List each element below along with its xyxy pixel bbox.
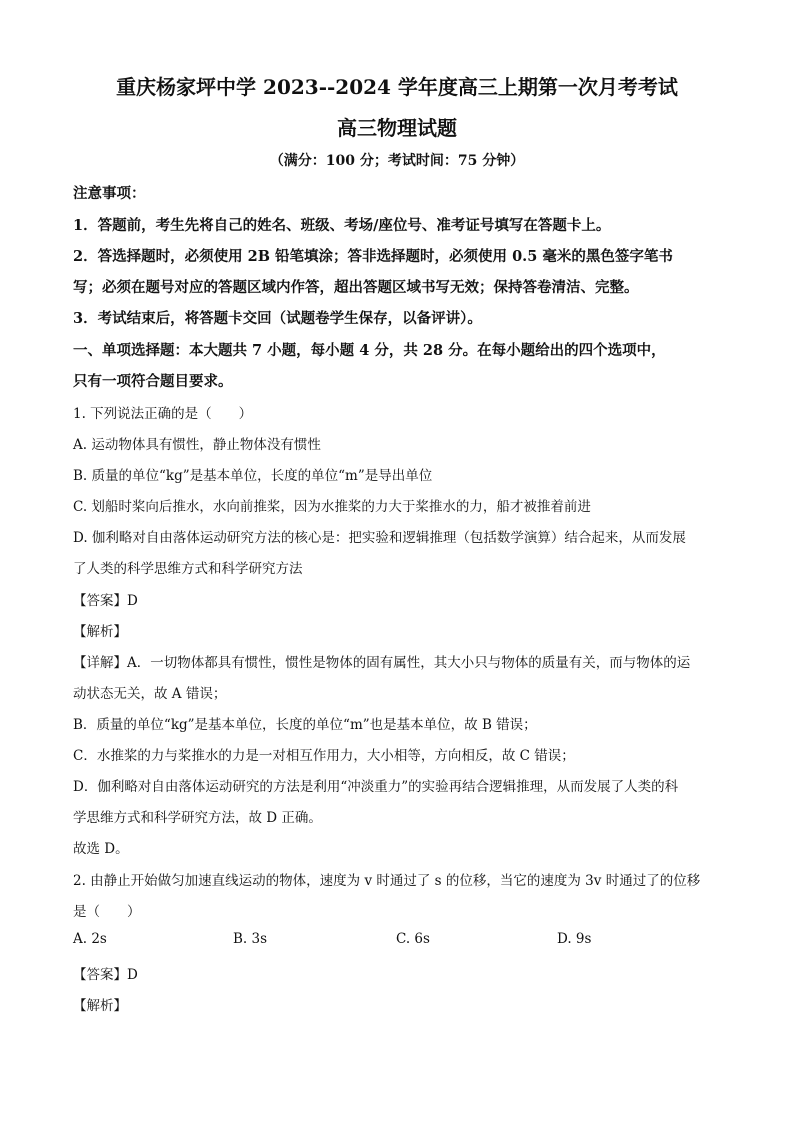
exam-subtitle: 高三物理试题 [337, 116, 457, 140]
section-heading-cont: 只有一项符合题目要求。 [73, 373, 233, 390]
notice-item: 写；必须在题号对应的答题区域内作答，超出答题区域书写无效；保持答卷清洁、完整。 [73, 279, 639, 296]
analysis-tag: 【 解析 】 [73, 998, 127, 1014]
question-1-option-d: D. 伽利略对自由落体运动研究方法的核心是：把实验和逻辑推理（包括数学演算）结合起来，从而发展 [73, 530, 686, 546]
answer-line [73, 589, 138, 609]
analysis-line [73, 620, 127, 640]
answer-tag: 【 答案 】 [73, 967, 127, 983]
detail-conclusion: 故选 D。 [73, 841, 129, 857]
analysis-line [73, 994, 127, 1014]
question-1-option-d-cont: 了人类的科学思维方式和科学研究方法 [73, 561, 303, 577]
question-1-option-a: A. 运动物体具有惯性，静止物体没有惯性 [73, 437, 321, 453]
section-heading: 一、单项选择题：本大题共 7 小题，每小题 4 分，共 28 分。在每小题给出的四个选项中， [73, 342, 666, 359]
notice-item: 3．考试结束后，将答题卡交回（试题卷学生保存，以备评讲）。 [73, 310, 482, 327]
question-2-stem-cont: 是（ ） [73, 904, 141, 920]
analysis-tag: 【 解析 】 [73, 624, 127, 640]
answer-value: D [127, 593, 138, 609]
notice-heading: 注意事项： [73, 185, 146, 202]
question-1-stem: 1. 下列说法正确的是（ ） [73, 406, 253, 422]
question-2-option-c: C. 6s [396, 931, 430, 947]
notice-item: 1．答题前，考生先将自己的姓名、班级、考场/座位号、准考证号填写在答题卡上。 [73, 217, 611, 234]
exam-title: 重庆杨家坪中学 2023--2024 学年度高三上期第一次月考考试 [116, 75, 678, 99]
detail-line: B．质量的单位“kg”是基本单位，长度的单位“m”也是基本单位，故 B 错误； [73, 717, 537, 733]
detail-line: C．水推桨的力与桨推水的力是一对相互作用力，大小相等，方向相反，故 C 错误； [73, 748, 575, 764]
question-1-option-c: C. 划船时桨向后推水，水向前推桨，因为水推桨的力大于桨推水的力，船才被推着前进 [73, 499, 591, 515]
detail-tag: 【 详解 】 [73, 655, 127, 671]
detail-line: D．伽利略对自由落体运动研究的方法是利用“冲淡重力”的实验再结合逻辑推理，从而发展了人类的科 [73, 779, 679, 795]
answer-value: D [127, 967, 138, 983]
answer-tag: 【 答案 】 [73, 593, 127, 609]
score-info: （满分：100 分；考试时间：75 分钟） [269, 153, 525, 169]
notice-item: 2．答选择题时，必须使用 2B 铅笔填涂；答非选择题时，必须使用 0.5 毫米的黑色签字笔书 [73, 248, 673, 265]
question-2-option-a: A. 2s [73, 931, 107, 947]
question-2-option-b: B. 3s [233, 931, 268, 947]
question-2-stem: 2. 由静止开始做匀加速直线运动的物体，速度为 v 时通过了 s 的位移，当它的速度为 3v 时通过了的位移 [73, 873, 701, 889]
detail-line: 学思维方式和科学研究方法，故 D 正确。 [73, 810, 322, 826]
question-1-option-b: B. 质量的单位“kg”是基本单位，长度的单位“m”是导出单位 [73, 468, 433, 484]
detail-text: A．一切物体都具有惯性，惯性是物体的固有属性，其大小只与物体的质量有关，而与物体的运 [127, 655, 691, 671]
answer-line [73, 963, 138, 983]
question-2-option-d: D. 9s [557, 931, 592, 947]
detail-line [73, 651, 690, 671]
detail-line: 动状态无关，故 A 错误； [73, 686, 227, 702]
